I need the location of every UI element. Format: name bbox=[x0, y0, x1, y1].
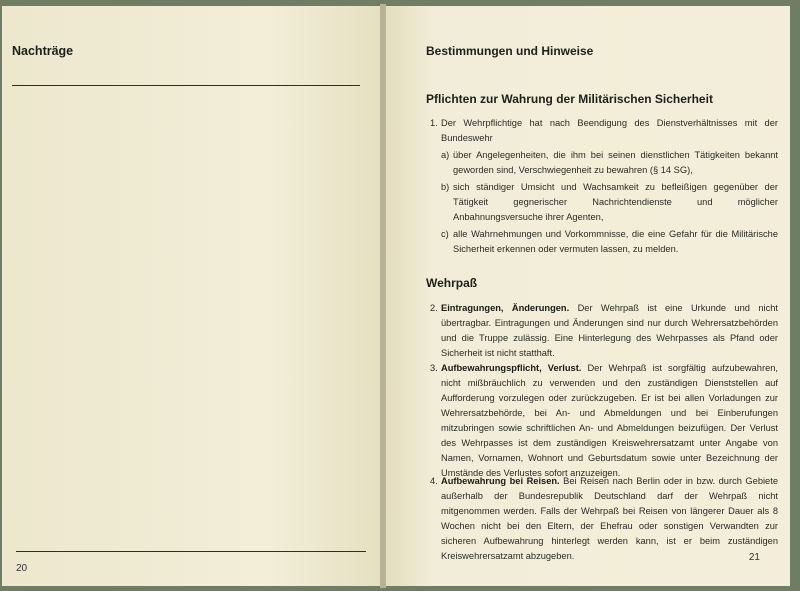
item-lead: Eintragungen, Änderungen. bbox=[441, 303, 570, 313]
item-2 bbox=[426, 301, 778, 361]
top-rule bbox=[12, 85, 360, 86]
item-number: 1. bbox=[430, 118, 438, 128]
item-text: Der Wehrpflichtige hat nach Beendigung des Dienstverhältnisses mit der Bundeswehr bbox=[441, 118, 778, 143]
item-text: Bei Reisen nach Berlin oder in bzw. durch Gebiete außerhalb der Bundesrepublik Deutschland darf der Wehrpaß nicht mitgenommen werden. Falls der Wehrpaß bei Reisen von längerer Dauer als 8 Wochen nicht bei den Eltern, der Ehefrau oder sonstigen Verwandten zur sicheren Aufbewahrung hinterlegt werden kann, ist er beim zuständigen Kreiswehrersatzamt abzugeben. bbox=[441, 476, 778, 561]
item-number: 2. bbox=[430, 303, 438, 313]
item-lead: Aufbewahrung bei Reisen. bbox=[441, 476, 560, 486]
item-1 bbox=[426, 116, 778, 257]
item-lead: Aufbewahrungspflicht, Verlust. bbox=[441, 363, 582, 373]
right-page-number: 21 bbox=[748, 552, 760, 563]
item-number: 4. bbox=[430, 476, 438, 486]
left-page-number: 20 bbox=[16, 563, 28, 574]
left-page-title: Nachträge bbox=[12, 44, 74, 58]
item-text: Der Wehrpaß ist eine Urkunde und nicht übertragbar. Eintragungen und Änderungen sind nur durch Wehrersatzbehörden und die Truppe zulässig. Eine Hinterlegung des Wehrpasses als Pfand oder Sicherheit ist nicht statthaft. bbox=[441, 303, 778, 358]
bottom-rule bbox=[16, 551, 366, 552]
sub-item-a bbox=[441, 148, 778, 178]
sub-item-text: sich ständiger Umsicht und Wachsamkeit zu befleißigen gegenüber der Tätigkeit gegnerischer Nachrichtendienste und möglicher Anbahnungsversuche ihrer Agenten, bbox=[453, 182, 778, 222]
left-page bbox=[2, 6, 380, 586]
right-page bbox=[386, 6, 790, 586]
sub-item-label: c) bbox=[441, 229, 449, 239]
sub-item-text: über Angelegenheiten, die ihm bei seinen dienstlichen Tätigkeiten bekannt geworden sind, Verschwiegenheit zu bewahren (§ 14 SG), bbox=[453, 150, 778, 175]
right-page-title: Bestimmungen und Hinweise bbox=[426, 44, 594, 58]
sub-item-label: b) bbox=[441, 182, 450, 192]
item-text: Der Wehrpaß ist sorgfältig aufzubewahren, nicht mißbräuchlich zu verwenden und den zuständigen Dienststellen auf Aufforderung vorzulegen oder zurückzugeben. Er ist bei allen Vorladungen zur Wehrersatzbehörde, bei An- und Abmeldungen und bei Einberufungen mitzubringen sowie schriftlichen An- und Abmeldungen beizufügen. Der Verlust des Wehrpasses ist dem zuständigen Kreiswehrersatzamt unter Angabe von Namen, Vornamen, Wohnort und Geburtsdatum sowie unter Bezeichnung der Umstände des Verlustes sofort anzuzeigen. bbox=[441, 363, 779, 478]
sub-item-label: a) bbox=[441, 150, 450, 160]
item-4 bbox=[426, 474, 778, 564]
item-number: 3. bbox=[430, 363, 438, 373]
section-title-security: Pflichten zur Wahrung der Militärischen Sicherheit bbox=[426, 92, 713, 106]
sub-item-c bbox=[441, 227, 778, 257]
item-3 bbox=[426, 361, 778, 481]
sub-item-b bbox=[441, 180, 778, 225]
section-title-wehrpass: Wehrpaß bbox=[426, 276, 478, 290]
sub-item-text: alle Wahrnehmungen und Vorkommnisse, die eine Gefahr für die Militärische Sicherheit erkennen oder vermuten lassen, zu melden. bbox=[453, 229, 778, 254]
